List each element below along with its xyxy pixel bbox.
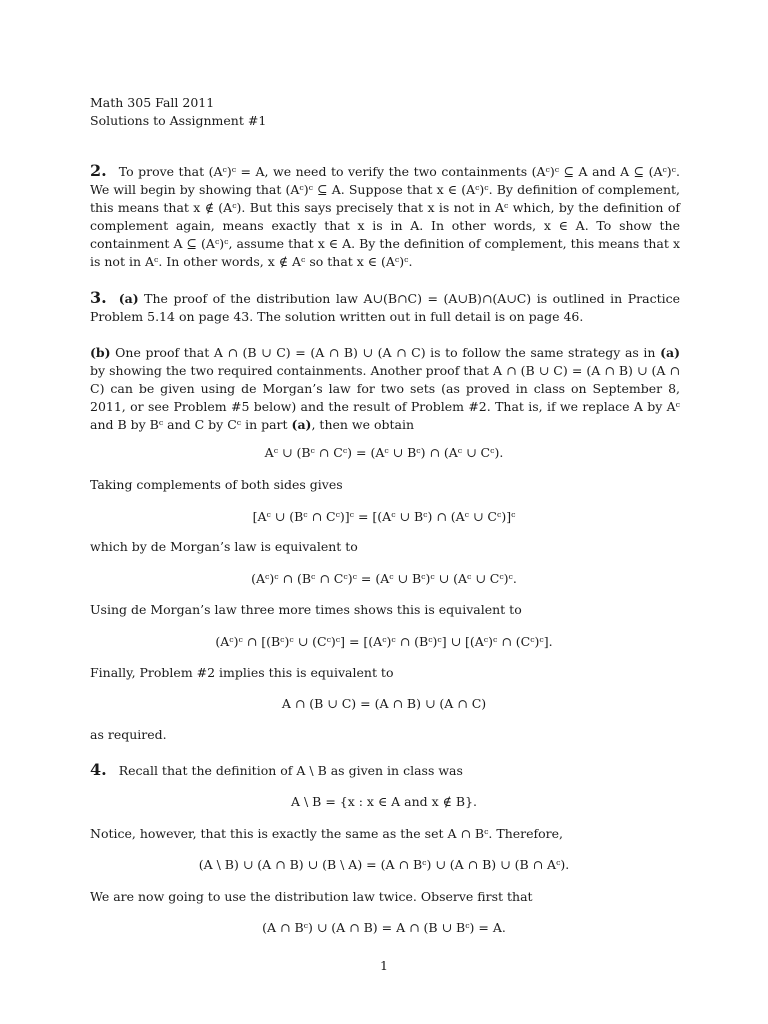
equation-4-2: (A \ B) ∪ (A ∩ B) ∪ (B \ A) = (A ∩ Bᶜ) ∪ (A ∩ B) ∪ (B ∩ Aᶜ). xyxy=(198,857,570,872)
problem-3b-text-2: by showing the two required containments. Another proof that A ∩ (B ∪ C) = (A ∩ B) ∪ (A ∩ C) can be given using de Morgan’s law for two sets (as proved in class on September 8, 2011, or see Problem #5 below) and the result of Problem #2. That is, if we replace A by Aᶜ and B by Bᶜ and C by Cᶜ in part xyxy=(90,363,680,432)
equation-3-1: Aᶜ ∪ (Bᶜ ∩ Cᶜ) = (Aᶜ ∪ Bᶜ) ∩ (Aᶜ ∪ Cᶜ). xyxy=(264,445,504,460)
problem-2-text: To prove that (Aᶜ)ᶜ = A, we need to verify the two containments (Aᶜ)ᶜ ⊆ A and A ⊆ (Aᶜ)ᶜ. We will begin by showing that (Aᶜ)ᶜ ⊆ A. Suppose that x ∈ (Aᶜ)ᶜ. By definition of complement, this means that x ∉ (Aᶜ). But this says precisely that x is not in Aᶜ which, by the definition of complement again, means exactly that x is in A. In other words, x ∈ A. To show the containment A ⊆ (Aᶜ)ᶜ, assume that x ∈ A. By the definition of complement, this means that x is not in Aᶜ. In other words, x ∉ Aᶜ so that x ∈ (Aᶜ)ᶜ. xyxy=(90,164,680,269)
equation-4-3: (A ∩ Bᶜ) ∪ (A ∩ B) = A ∩ (B ∪ Bᶜ) = A. xyxy=(262,920,506,935)
assignment-title: Solutions to Assignment #1 xyxy=(90,113,267,128)
problem-3a-paragraph xyxy=(90,289,680,326)
text-complements: Taking complements of both sides gives xyxy=(90,477,343,492)
part-a-reference: (a) xyxy=(660,345,680,360)
part-a-label: (a) xyxy=(118,291,139,306)
part-b-label: (b) xyxy=(90,345,111,360)
problem-2-paragraph xyxy=(90,162,680,271)
page-number: 1 xyxy=(380,958,388,973)
equation-3-4: (Aᶜ)ᶜ ∩ [(Bᶜ)ᶜ ∪ (Cᶜ)ᶜ] = [(Aᶜ)ᶜ ∩ (Bᶜ)ᶜ] ∪ [(Aᶜ)ᶜ ∩ (Cᶜ)ᶜ]. xyxy=(215,634,553,649)
problem-4-paragraph xyxy=(90,761,680,780)
problem-2-number: 2. xyxy=(90,161,107,180)
problem-3b-text-1: One proof that A ∩ (B ∪ C) = (A ∩ B) ∪ (A ∩ C) is to follow the same strategy as in xyxy=(115,345,661,360)
text-distribution-twice: We are now going to use the distribution law twice. Observe first that xyxy=(90,889,533,904)
problem-3-number: 3. xyxy=(90,288,107,307)
problem-3b-text-3: , then we obtain xyxy=(311,417,415,432)
problem-4-recall: Recall that the definition of A \ B as given in class was xyxy=(118,763,463,778)
problem-3b-paragraph xyxy=(90,344,680,434)
equation-3-5: A ∩ (B ∪ C) = (A ∩ B) ∪ (A ∩ C) xyxy=(281,696,487,711)
text-finally: Finally, Problem #2 implies this is equivalent to xyxy=(90,665,394,680)
document-header xyxy=(90,94,266,130)
course-line: Math 305 Fall 2011 xyxy=(90,95,215,110)
equation-4-1: A \ B = {x : x ∈ A and x ∉ B}. xyxy=(290,794,478,809)
problem-3a-text: The proof of the distribution law A∪(B∩C) = (A∪B)∩(A∪C) is outlined in Practice Problem 5.14 on page 43. The solution written out in full detail is on page 46. xyxy=(90,291,680,324)
text-notice: Notice, however, that this is exactly the same as the set A ∩ Bᶜ. Therefore, xyxy=(90,826,564,841)
problem-4-number: 4. xyxy=(90,760,107,779)
text-three-more-times: Using de Morgan’s law three more times shows this is equivalent to xyxy=(90,602,522,617)
text-as-required: as required. xyxy=(90,727,167,742)
equation-3-3: (Aᶜ)ᶜ ∩ (Bᶜ ∩ Cᶜ)ᶜ = (Aᶜ ∪ Bᶜ)ᶜ ∪ (Aᶜ ∪ Cᶜ)ᶜ. xyxy=(251,571,517,586)
equation-3-2: [Aᶜ ∪ (Bᶜ ∩ Cᶜ)]ᶜ = [(Aᶜ ∪ Bᶜ) ∩ (Aᶜ ∪ Cᶜ)]ᶜ xyxy=(252,509,516,524)
part-a-reference: (a) xyxy=(291,417,312,432)
text-de-morgan: which by de Morgan’s law is equivalent to xyxy=(90,539,358,554)
